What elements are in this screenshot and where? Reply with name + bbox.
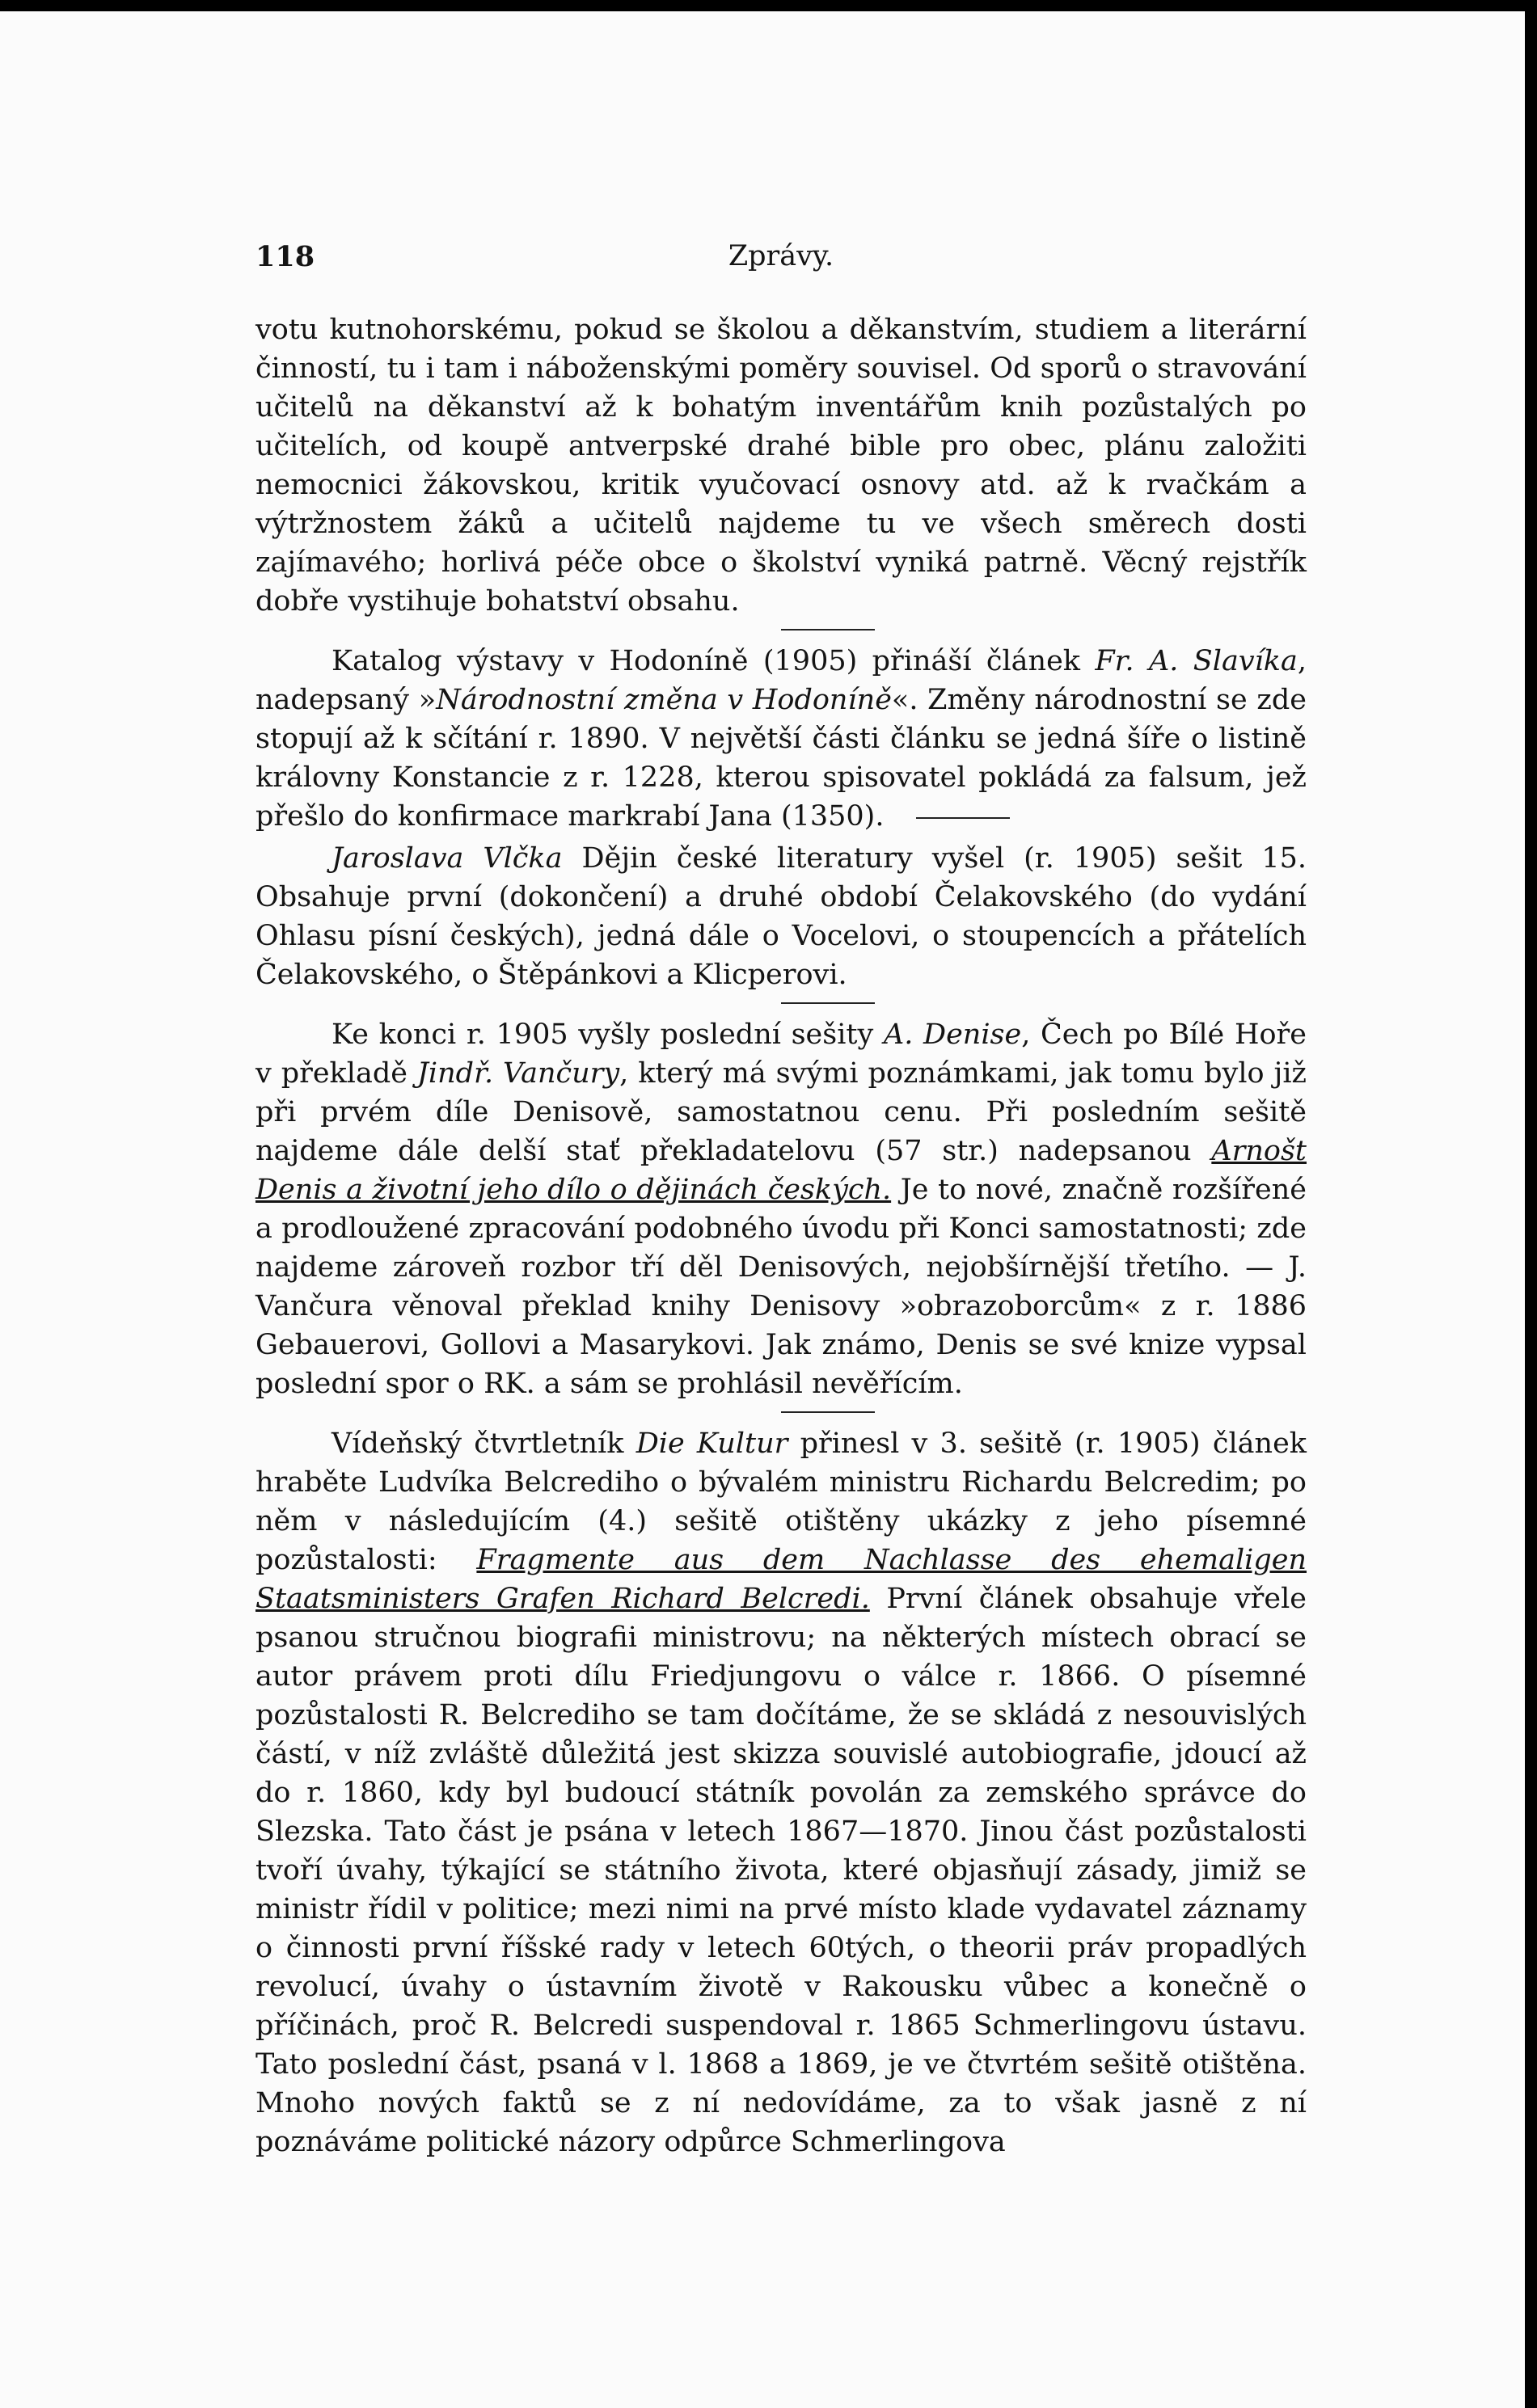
section-rule xyxy=(781,1002,875,1004)
article-body xyxy=(255,310,1307,2161)
paragraph-5: Vídeňský čtvrtletník Die Kultur přinesl v 3. sešitě (r. 1905) článek hraběte Ludvíka Belcrediho o bývalém ministru Richardu Belcredim; po něm v následujícím (4.) sešitě otištěny ukázky z jeho písemné pozůstalosti: Fragmente aus dem Nachlasse des ehemaligen Staatsministers Grafen Richard Belcredi. První článek obsahuje vřele psanou stručnou biografii ministrovu; na některých místech obrací se autor právem proti dílu Friedjungovu o válce r. 1866. O písemné pozůstalosti R. Belcrediho se tam dočítáme, že se skládá z nesouvislých částí, v níž zvláště důležitá jest skizza souvislé autobiografie, jdoucí až do r. 1860, kdy byl budoucí státník povolán za zemského správce do Slezska. Tato část je psána v letech 1867—1870. Jinou část pozůstalosti tvoří úvahy, týkající se státního života, které objasňují zásady, jimiž se ministr řídil v politice; mezi nimi na prvé místo klade vydavatel záznamy o činnosti první říšské rady v letech 60tých, o theorii práv propadlých revolucí, úvahy o ústavním životě v Rakousku vůbec a konečně o příčinách, proč R. Belcredi suspendoval r. 1865 Schmerlingovu ústavu. Tato poslední část, psaná v l. 1868 a 1869, je ve čtvrtém sešitě otištěna. Mnoho nových faktů se z ní nedovídáme, za to však jasně z ní poznáváme politické názory odpůrce Schmerlingova xyxy=(255,1428,1307,2158)
section-rule xyxy=(916,817,1010,819)
paragraph-3: Jaroslava Vlčka Dějin české literatury vyšel (r. 1905) sešit 15. Obsahuje první (dokončení) a druhé období Čelakovského (do vydání Ohlasu písní českých), jedná dále o Vocelovi, o stoupencích a přátelích Čelakovského, o Štěpánkovi a Klicperovi. xyxy=(255,842,1307,991)
section-rule xyxy=(781,1411,875,1413)
paragraph-4: Ke konci r. 1905 vyšly poslední sešity A. Denise, Čech po Bílé Hoře v překladě Jindř. Vančury, který má svými poznámkami, jak tomu bylo již při prvém díle Denisově, samostatnou cenu. Při posledním sešitě najdeme dále delší stať překladatelovu (57 str.) nadepsanou Arnošt Denis a životní jeho dílo o dějinách českých. Je to nové, značně rozšířené a prodloužené zpracování podobného úvodu při Konci samostatnosti; zde najdeme zároveň rozbor tří děl Denisových, nejobšírnější třetího. — J. Vančura věnoval překlad knihy Denisovy »obrazoborcům« z r. 1886 Gebauerovi, Gollovi a Masarykovi. Jak známo, Denis se své knize vypsal poslední spor o RK. a sám se prohlásil nevěřícím. xyxy=(255,1018,1307,1400)
page xyxy=(0,11,1525,2408)
running-head xyxy=(255,240,1307,289)
running-title: Zprávy. xyxy=(728,240,834,272)
paragraph-1: votu kutnohorskému, pokud se školou a děkanstvím, studiem a literární činností, tu i tam i náboženskými poměry souvisel. Od sporů o stravování učitelů na děkanství až k bohatým inventářům knih pozůstalých po učitelích, od koupě antverpské drahé bible pro obec, plánu založiti nemocnici žákovskou, kritik vyučovací osnovy atd. až k rvačkám a výtržnostem žáků a učitelů najdeme tu ve všech směrech dosti zajímavého; horlivá péče obce o školství vyniká patrně. Věcný rejstřík dobře vystihuje bohatství obsahu. xyxy=(255,314,1307,618)
section-rule xyxy=(781,629,875,630)
paragraph-2: Katalog výstavy v Hodoníně (1905) přináší článek Fr. A. Slavíka, nadepsaný »Národnostní změna v Hodoníně«. Změny národnostní se zde stopují až k sčítání r. 1890. V největší části článku se jedná šíře o listině královny Konstancie z r. 1228, kterou spisovatel pokládá za falsum, jež přešlo do konfirmace markrabí Jana (1350). xyxy=(255,645,1307,833)
page-number: 118 xyxy=(255,240,315,273)
